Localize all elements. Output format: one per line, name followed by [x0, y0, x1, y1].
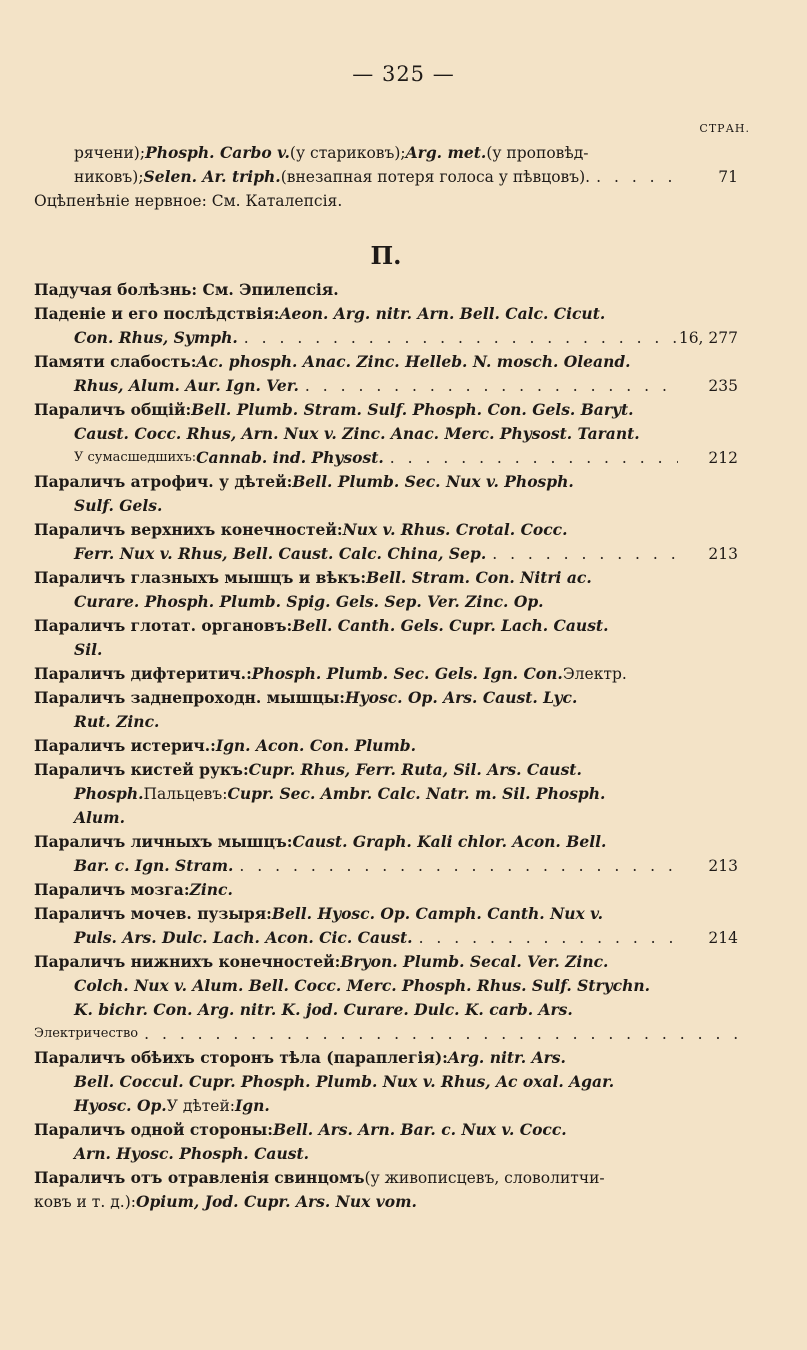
entry: Параличъ заднепроходн. мышцы: Hyosc. Op. Ars. Caust. Lyc. Rut. Zinc.: [34, 688, 578, 731]
entry: Параличъ общій: Bell. Plumb. Stram. Sulf. Phosph. Con. Gels. Baryt. Caust. Cocc. Rhus, Arn. Nux v. Zinc. Anac. Merc. Physost. Tarant. У сумасшедшихъ: Cannab. ind. Physost. . . . 212: [34, 398, 738, 470]
entry: Падучая болѣзнь: См. Эпилепсія.: [34, 280, 339, 299]
entry: Параличъ отъ отравленія свинцомъ (у живописцевъ, словолитчи- ковъ и т. д.): Opium, Jod. Cupr. Ars. Nux vom.: [34, 1168, 605, 1211]
entry: Параличъ истерич.: Ign. Acon. Con. Plumb.: [34, 736, 417, 755]
page-number: — 325 —: [352, 62, 455, 86]
entry: Параличъ обѣихъ сторонъ тѣла (параплегія): Arg. nitr. Ars. Bell. Coccul. Cupr. Phosph. Plumb. Nux v. Rhus, Ac oxal. Agar. Hyosc. Op. У дѣтей: Ign.: [34, 1048, 615, 1115]
entry: Параличъ одной стороны: Bell. Ars. Arn. Bar. c. Nux v. Cocc. Arn. Hyosc. Phosph. Caust.: [34, 1120, 567, 1163]
page-ref: 213: [708, 857, 738, 875]
page-ref: 212: [708, 449, 738, 467]
entry: Параличъ глотат. органовъ: Bell. Canth. Gels. Cupr. Lach. Caust. Sil.: [34, 616, 609, 659]
entry: Паденіе и его послѣдствія: Aeon. Arg. nitr. Arn. Bell. Calc. Cicut. Con. Rhus, Symph. . . . 16, 277: [34, 302, 738, 350]
entry: Параличъ дифтеритич.: Phosph. Plumb. Sec. Gels. Ign. Con. Электр.: [34, 664, 627, 683]
entry: Параличъ атрофич. у дѣтей: Bell. Plumb. Sec. Nux v. Phosph. Sulf. Gels.: [34, 472, 574, 515]
index-content: [34, 141, 738, 1214]
entry: Памяти слабость: Ac. phosph. Anac. Zinc. Helleb. N. mosch. Oleand. Rhus, Alum. Aur. Ign. Ver. . . . 235: [34, 350, 738, 398]
entry: Параличъ мозга: Zinc.: [34, 880, 233, 899]
page-ref: 214: [708, 929, 738, 947]
page-ref: 16, 277: [678, 329, 738, 347]
entry: Параличъ мочев. пузыря: Bell. Hyosc. Op. Camph. Canth. Nux v. Puls. Ars. Dulc. Lach. Acon. Cic. Caust. . . . 214: [34, 902, 738, 950]
entry: Оцѣпенѣніе нервное: См. Каталепсія.: [34, 192, 343, 210]
page-ref: 71: [718, 168, 738, 186]
page-column-label: СТРАН.: [699, 122, 750, 135]
entry: Параличъ личныхъ мышцъ: Caust. Graph. Kali chlor. Acon. Bell. Bar. c. Ign. Stram. . . . 213: [34, 830, 738, 878]
section-letter: П.: [370, 241, 402, 270]
entry: Параличъ нижнихъ конечностей: Bryon. Plumb. Secal. Ver. Zinc. Colch. Nux v. Alum. Bell. Cocc. Merc. Phosph. Rhus. Sulf. Strychn. K. bichr. Con. Arg. nitr. K. jod. Curare. Dulc. K. carb. Ars. Электричество . . .: [34, 950, 738, 1046]
entry: Параличъ кистей рукъ: Cupr. Rhus, Ferr. Ruta, Sil. Ars. Caust. Phosph. Пальцевъ: Cupr. Sec. Ambr. Calc. Natr. m. Sil. Phosph. Alum.: [34, 760, 606, 827]
entry-continued: рячени); Phosph. Carbo v. (у стариковъ); Arg. met. (у проповѣд- никовъ); Selen. Ar. triph. (внезапная потеря голоса у пѣвцовъ). . . . 71: [34, 141, 738, 189]
page-ref: 235: [708, 377, 738, 395]
page-ref: 213: [708, 545, 738, 563]
entry: Параличъ верхнихъ конечностей: Nux v. Rhus. Crotal. Cocc. Ferr. Nux v. Rhus, Bell. Caust. Calc. China, Sep. . . . 213: [34, 518, 738, 566]
entry: Параличъ глазныхъ мышцъ и вѣкъ: Bell. Stram. Con. Nitri ac. Curare. Phosph. Plumb. Spig. Gels. Sep. Ver. Zinc. Op.: [34, 568, 592, 611]
